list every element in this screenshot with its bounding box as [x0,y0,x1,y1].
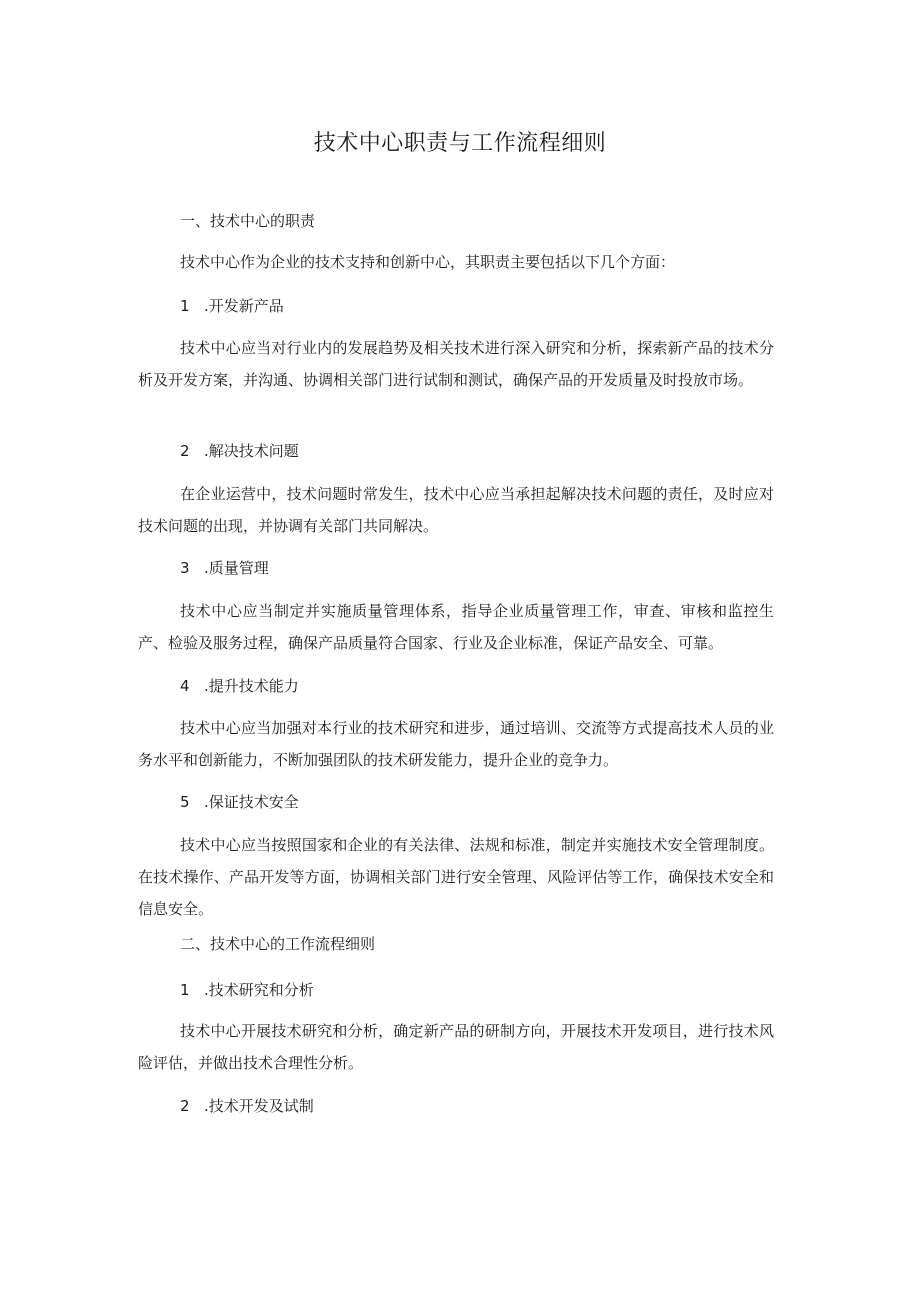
section-2-heading: 二、技术中心的工作流程细则 [180,935,376,953]
item-1-body: 技术中心应当对行业内的发展趋势及相关技术进行深入研究和分析，探索新产品的技术分析及开发方案，并沟通、协调相关部门进行试制和测试，确保产品的开发质量及时投放市场。 [138,339,774,389]
item-4-heading [180,675,299,697]
item-number: 2 [180,442,190,460]
item-number: 5 [180,793,190,811]
section-2-item-1-heading [180,979,314,1001]
item-number: 3 [180,559,190,577]
item-title: .提升技术能力 [204,677,299,695]
item-title: .技术开发及试制 [204,1097,314,1115]
section-2-item-2-heading [180,1095,314,1117]
item-number: 4 [180,677,190,695]
section-1-heading: 一、技术中心的职责 [180,212,316,230]
item-4-body: 技术中心应当加强对本行业的技术研究和进步，通过培训、交流等方式提高技术人员的业务水平和创新能力，不断加强团队的技术研发能力，提升企业的竞争力。 [138,719,774,769]
item-number: 1 [180,297,190,315]
item-2-body: 在企业运营中，技术问题时常发生，技术中心应当承担起解决技术问题的责任，及时应对技术问题的出现，并协调有关部门共同解决。 [138,485,774,535]
item-title: .解决技术问题 [204,442,299,460]
section-1-intro: 技术中心作为企业的技术支持和创新中心，其职责主要包括以下几个方面： [180,253,676,271]
item-title: .技术研究和分析 [204,981,314,999]
item-number: 2 [180,1097,190,1115]
item-3-body: 技术中心应当制定并实施质量管理体系，指导企业质量管理工作，审查、审核和监控生产、检验及服务过程，确保产品质量符合国家、行业及企业标准，保证产品安全、可靠。 [138,602,774,652]
item-3-heading [180,557,269,579]
item-5-body: 技术中心应当按照国家和企业的有关法律、法规和标准，制定并实施技术安全管理制度。在技术操作、产品开发等方面，协调相关部门进行安全管理、风险评估等工作，确保技术安全和信息安全。 [138,836,774,918]
item-number: 1 [180,981,190,999]
item-5-heading [180,791,299,813]
section-2-item-1-body: 技术中心开展技术研究和分析，确定新产品的研制方向，开展技术开发项目，进行技术风险评估，并做出技术合理性分析。 [138,1022,774,1072]
document-title: 技术中心职责与工作流程细则 [313,131,607,156]
item-1-heading [180,295,284,317]
item-title: .开发新产品 [204,297,284,315]
item-2-heading [180,440,299,462]
item-title: .质量管理 [204,559,269,577]
item-title: .保证技术安全 [204,793,299,811]
